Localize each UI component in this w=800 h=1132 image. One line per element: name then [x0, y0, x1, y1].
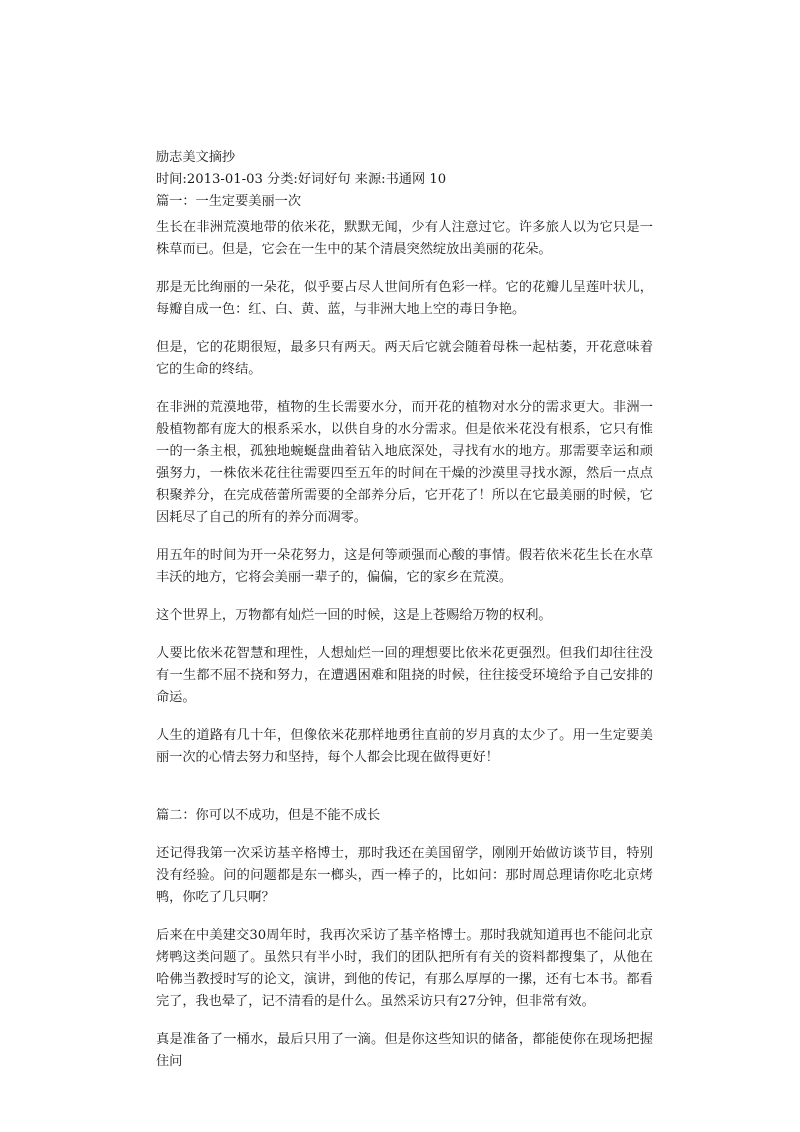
section-2-heading: 篇二：你可以不成功，但是不能不成长: [156, 808, 381, 823]
section-2-paragraph: 后来在中美建交30周年时，我再次采访了基辛格博士。那时我就知道再也不能问北京烤鸭这类问题了。虽然只有半小时，我们的团队把所有有关的资料都搜集了，从他在哈佛当教授时写的论文，演讲，到他的传记，有那么厚厚的一摞，还有七本书。都看完了，我也晕了，记不清看的是什么。虽然采访只有27分钟，但非常有效。: [156, 928, 653, 1009]
section-1-paragraph: 那是无比绚丽的一朵花，似乎要占尽人世间所有色彩一样。它的花瓣儿呈莲叶状儿，每瓣自成一色：红、白、黄、蓝，与非洲大地上空的毒日争艳。: [156, 280, 653, 317]
section-1-paragraph: 人生的道路有几十年，但像依米花那样地勇往直前的岁月真的太少了。用一生定要美丽一次的心情去努力和坚持，每个人都会比现在做得更好！: [156, 728, 653, 765]
section-1-paragraph: 但是，它的花期很短，最多只有两天。两天后它就会随着母株一起枯萎，开花意味着它的生命的终结。: [156, 340, 653, 377]
section-spacer: [156, 785, 653, 805]
document-title: 励志美文摘抄: [156, 150, 236, 165]
section-1-paragraph: 用五年的时间为开一朵花努力，这是何等顽强而心酸的事情。假若依米花生长在水草丰沃的地方，它将会美丽一辈子的，偏偏，它的家乡在荒漠。: [156, 548, 653, 585]
section-1-paragraph: 在非洲的荒漠地带，植物的生长需要水分，而开花的植物对水分的需求更大。非洲一般植物都有庞大的根系采水，以供自身的水分需求。但是依米花没有根系，它只有惟一的一条主根，孤独地蜿蜒盘曲着钻入地底深处，寻找有水的地方。那需要幸运和顽强努力，一株依米花往往需要四至五年的时间在干燥的沙漠里寻找水源，然后一点点积聚养分，在完成蓓蕾所需要的全部养分后，它开花了！所以在它最美丽的时候，它因耗尽了自己的所有的养分而凋零。: [156, 400, 653, 525]
section-1-paragraph: 人要比依米花智慧和理性，人想灿烂一回的理想要比依米花更强烈。但我们却往往没有一生都不屈不挠和努力，在遭遇困难和阻挠的时候，往往接受环境给予自己安排的命运。: [156, 646, 653, 705]
section-1-paragraph: 这个世界上，万物都有灿烂一回的时候，这是上苍赐给万物的权利。: [156, 608, 552, 623]
section-2-paragraph: 还记得我第一次采访基辛格博士，那时我还在美国留学，刚刚开始做访谈节目，特别没有经验。问的问题都是东一榔头，西一棒子的，比如问：那时周总理请你吃北京烤鸭，你吃了几只啊？: [156, 846, 653, 905]
section-1-paragraph: 生长在非洲荒漠地带的依米花，默默无闻，少有人注意过它。许多旅人以为它只是一株草而已。但是，它会在一生中的某个清晨突然绽放出美丽的花朵。: [156, 220, 653, 257]
document-meta: 时间:2013-01-03 分类:好词好句 来源:书通网 10: [156, 172, 447, 187]
section-2-paragraph: 真是准备了一桶水，最后只用了一滴。但是你这些知识的储备，都能使你在现场把握住问: [156, 1032, 653, 1069]
section-1-heading: 篇一：一生定要美丽一次: [156, 194, 302, 209]
document-body: [156, 147, 653, 1089]
